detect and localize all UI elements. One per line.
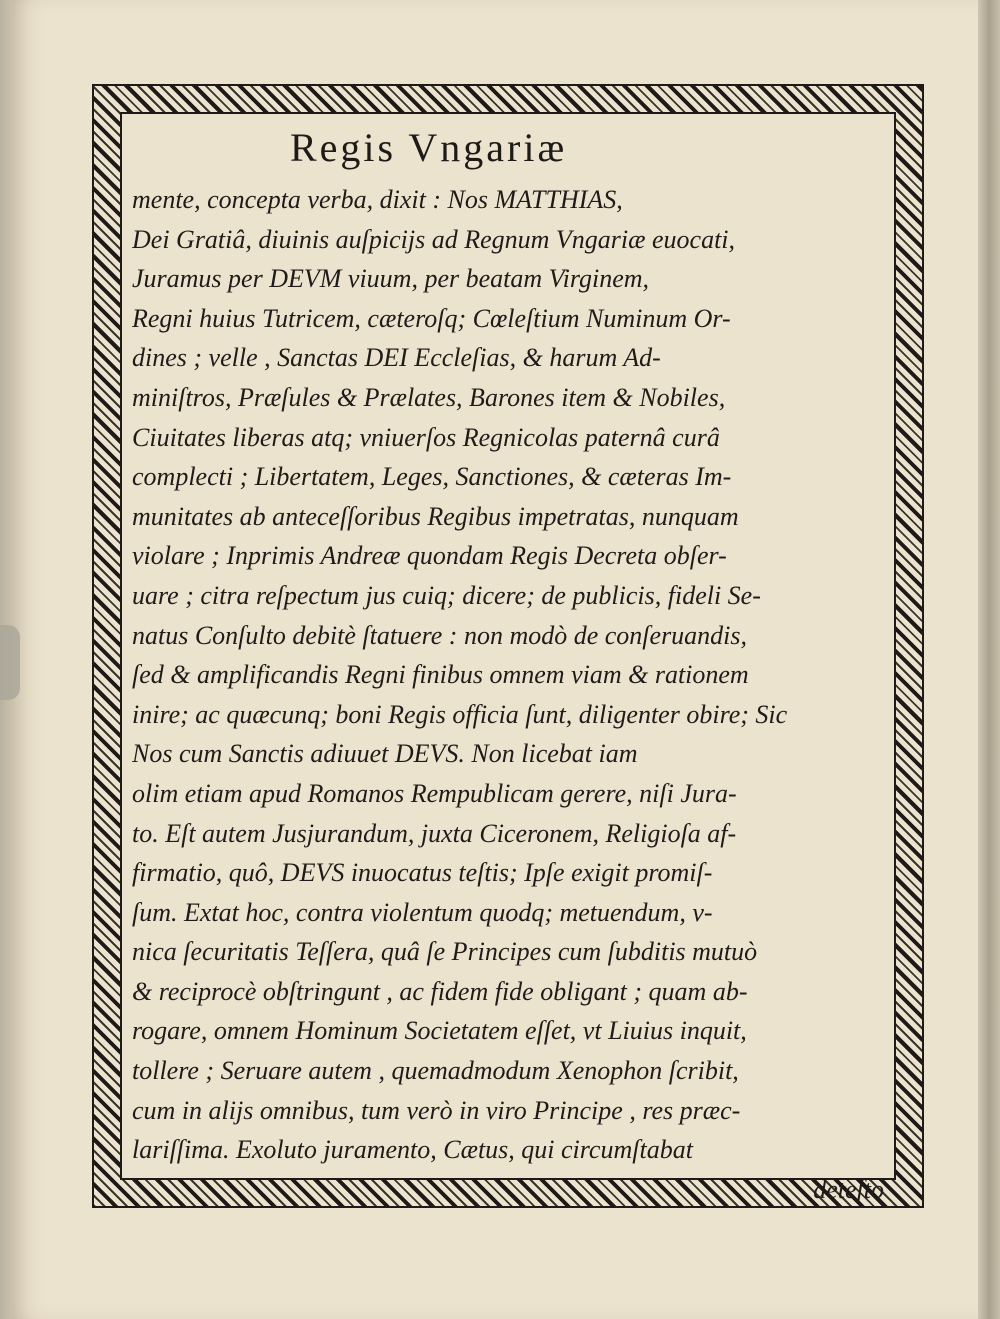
text-line: ſum. Extat hoc, contra violentum quodq; metuendum, v-: [132, 897, 713, 927]
text-line: nica ſecuritatis Teſſera, quâ ſe Principes cum ſubditis mutuò: [132, 937, 758, 967]
text-line: mente, concepta verba, dixit : Nos MATTHIAS,: [132, 185, 623, 214]
text-line: cum in alijs omnibus, tum verò in viro Principe , res præc-: [132, 1095, 741, 1125]
text-line: Ciuitates liberas atq; vniuerſos Regnicolas paternâ curâ: [132, 422, 720, 452]
text-line: to. Eſt autem Jusjurandum, juxta Ciceronem, Religioſa af-: [132, 818, 737, 848]
text-line: munitates ab anteceſſoribus Regibus impetratas, nunquam: [132, 501, 739, 531]
text-line: olim etiam apud Romanos Rempublicam gerere, niſi Jura-: [132, 778, 737, 808]
text-line: violare ; Inprimis Andreæ quondam Regis Decreta obſer-: [132, 541, 727, 571]
text-line: Dei Gratiâ, diuinis auſpicijs ad Regnum Vngariæ euocati,: [132, 224, 736, 254]
clip-tab: [0, 625, 20, 700]
text-line: firmatio, quô, DEVS inuocatus teſtis; Ipſe exigit promiſ-: [132, 858, 713, 888]
text-line: Juramus per DEVM viuum, per beatam Virginem,: [132, 264, 650, 294]
catchword: deteſto: [813, 1174, 884, 1204]
body-text: [132, 180, 884, 1209]
text-line: rogare, omnem Hominum Societatem eſſet, vt Liuius inquit,: [132, 1016, 747, 1046]
text-line: Regni huius Tutricem, cæteroſq; Cœleſtium Numinum Or-: [132, 303, 731, 333]
running-head: Regis Vngariæ: [290, 125, 568, 170]
text-line: ſed & amplificandis Regni finibus omnem viam & rationem: [132, 660, 749, 690]
text-line: uare ; citra reſpectum jus cuiq; dicere; de publicis, fideli Se-: [132, 580, 761, 610]
text-line: dines ; velle , Sanctas DEI Eccleſias, & harum Ad-: [132, 343, 661, 373]
text-line: Nos cum Sanctis adiuuet DEVS. Non licebat iam: [132, 739, 638, 769]
book-edge-right: [978, 0, 1000, 1319]
text-line: natus Conſulto debitè ſtatuere : non modò de conſeruandis,: [132, 620, 748, 650]
text-line: lariſſima. Exoluto juramento, Cætus, qui circumſtabat: [132, 1135, 693, 1165]
text-line: miniſtros, Præſules & Prælates, Barones item & Nobiles,: [132, 382, 726, 412]
text-line: complecti ; Libertatem, Leges, Sanctiones, & cæteras Im-: [132, 462, 732, 492]
text-line: & reciprocè obſtringunt , ac fidem fide obligant ; quam ab-: [132, 976, 748, 1006]
text-line: inire; ac quæcunq; boni Regis officia ſunt, diligenter obire; Sic: [132, 699, 788, 729]
text-line: tollere ; Seruare autem , quemadmodum Xenophon ſcribit,: [132, 1056, 739, 1086]
